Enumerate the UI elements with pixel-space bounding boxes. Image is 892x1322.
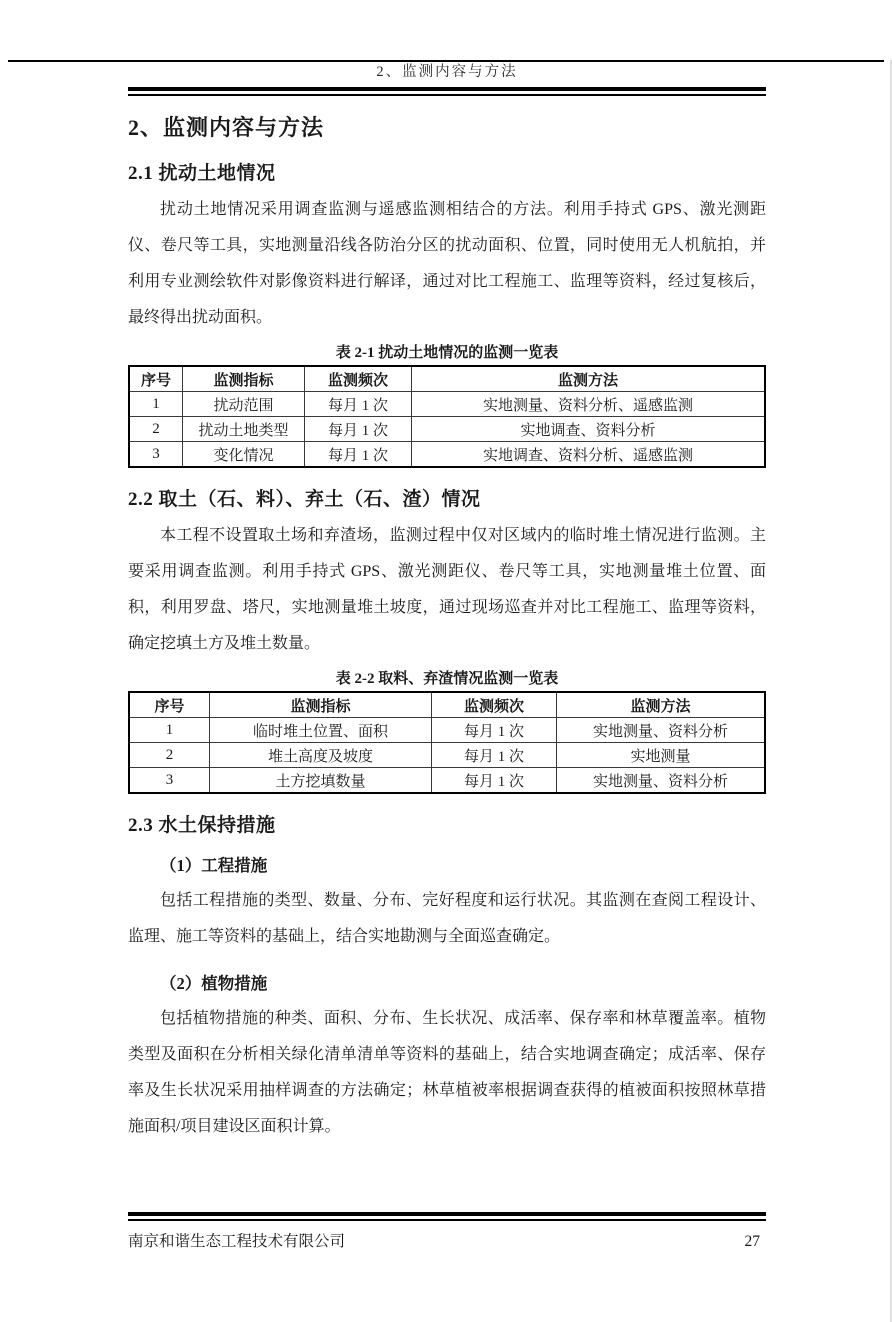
cell-seq: 2 — [129, 743, 210, 768]
table-header-row — [129, 366, 765, 392]
header-rule — [128, 87, 766, 96]
cell-frequency: 每月 1 次 — [432, 768, 557, 794]
page-footer — [128, 1206, 766, 1251]
table-2-1-caption: 表 2-1 扰动土地情况的监测一览表 — [335, 345, 559, 361]
cell-method: 实地测量、资料分析 — [557, 768, 766, 794]
footer-rule — [128, 1212, 766, 1221]
cell-indicator: 临时堆土位置、面积 — [210, 718, 432, 743]
section-2-2-paragraph: 本工程不设置取土场和弃渣场，监测过程中仅对区域内的临时堆土情况进行监测。主要采用调查监测。利用手持式 GPS、激光测距仪、卷尺等工具，实地测量堆土位置、面积，利用罗盘、塔尺，实地测量堆土坡度，通过现场巡查并对比工程施工、监理等资料，确定挖填土方及堆土数量。 — [128, 527, 766, 652]
table-row — [129, 743, 765, 768]
table-2-2-caption: 表 2-2 取料、弃渣情况监测一览表 — [335, 671, 559, 687]
col-header-method: 监测方法 — [557, 692, 766, 718]
col-header-method: 监测方法 — [412, 366, 766, 392]
table-2-1 — [128, 365, 766, 468]
col-header-frequency: 监测频次 — [432, 692, 557, 718]
cell-method: 实地测量、资料分析、遥感监测 — [412, 392, 766, 417]
cell-method: 实地测量 — [557, 743, 766, 768]
table-row — [129, 417, 765, 442]
subsection-plant-paragraph: 包括植物措施的种类、面积、分布、生长状况、成活率、保存率和林草覆盖率。植物类型及面积在分析相关绿化清单清单等资料的基础上，结合实地调查确定；成活率、保存率及生长状况采用抽样调查的方法确定；林草植被率根据调查获得的植被面积按照林草措施面积/项目建设区面积计算。 — [128, 1010, 766, 1135]
cell-seq: 2 — [129, 417, 183, 442]
running-header: 2、监测内容与方法 — [376, 64, 518, 80]
table-row — [129, 442, 765, 468]
cell-frequency: 每月 1 次 — [432, 743, 557, 768]
subsection-engineering-paragraph: 包括工程措施的类型、数量、分布、完好程度和运行状况。其监测在查阅工程设计、监理、施工等资料的基础上，结合实地勘测与全面巡查确定。 — [128, 892, 766, 945]
cell-indicator: 扰动土地类型 — [183, 417, 305, 442]
cell-seq: 1 — [129, 718, 210, 743]
cell-method: 实地调查、资料分析、遥感监测 — [412, 442, 766, 468]
section-2-1-paragraph: 扰动土地情况采用调查监测与遥感监测相结合的方法。利用手持式 GPS、激光测距仪、卷尺等工具，实地测量沿线各防治分区的扰动面积、位置，同时使用无人机航拍，并利用专业测绘软件对影像资料进行解译，通过对比工程施工、监理等资料，经过复核后，最终得出扰动面积。 — [128, 201, 766, 326]
table-header-row — [129, 692, 765, 718]
cell-seq: 1 — [129, 392, 183, 417]
cell-seq: 3 — [129, 768, 210, 794]
section-heading-2-2: 2.2 取土（石、料）、弃土（石、渣）情况 — [128, 489, 481, 510]
page-content — [128, 60, 766, 1145]
cell-frequency: 每月 1 次 — [305, 417, 412, 442]
cell-frequency: 每月 1 次 — [432, 718, 557, 743]
chapter-title: 2、监测内容与方法 — [128, 115, 325, 140]
scan-edge-artifact-top — [8, 60, 884, 62]
table-2-2 — [128, 691, 766, 794]
cell-frequency: 每月 1 次 — [305, 392, 412, 417]
cell-frequency: 每月 1 次 — [305, 442, 412, 468]
col-header-frequency: 监测频次 — [305, 366, 412, 392]
cell-indicator: 变化情况 — [183, 442, 305, 468]
col-header-seq: 序号 — [129, 366, 183, 392]
subsection-heading-plant-measures: （2）植物措施 — [160, 974, 268, 993]
col-header-indicator: 监测指标 — [183, 366, 305, 392]
section-heading-2-1: 2.1 扰动土地情况 — [128, 163, 276, 184]
cell-method: 实地测量、资料分析 — [557, 718, 766, 743]
table-row — [129, 392, 765, 417]
footer-company-name: 南京和谐生态工程技术有限公司 — [128, 1233, 346, 1250]
cell-indicator: 堆土高度及坡度 — [210, 743, 432, 768]
cell-indicator: 土方挖填数量 — [210, 768, 432, 794]
cell-seq: 3 — [129, 442, 183, 468]
section-heading-2-3: 2.3 水土保持措施 — [128, 815, 276, 836]
col-header-seq: 序号 — [129, 692, 210, 718]
table-row — [129, 768, 765, 794]
page-number: 27 — [744, 1233, 760, 1250]
table-row — [129, 718, 765, 743]
subsection-heading-engineering-measures: （1）工程措施 — [160, 856, 268, 875]
cell-method: 实地调查、资料分析 — [412, 417, 766, 442]
cell-indicator: 扰动范围 — [183, 392, 305, 417]
col-header-indicator: 监测指标 — [210, 692, 432, 718]
